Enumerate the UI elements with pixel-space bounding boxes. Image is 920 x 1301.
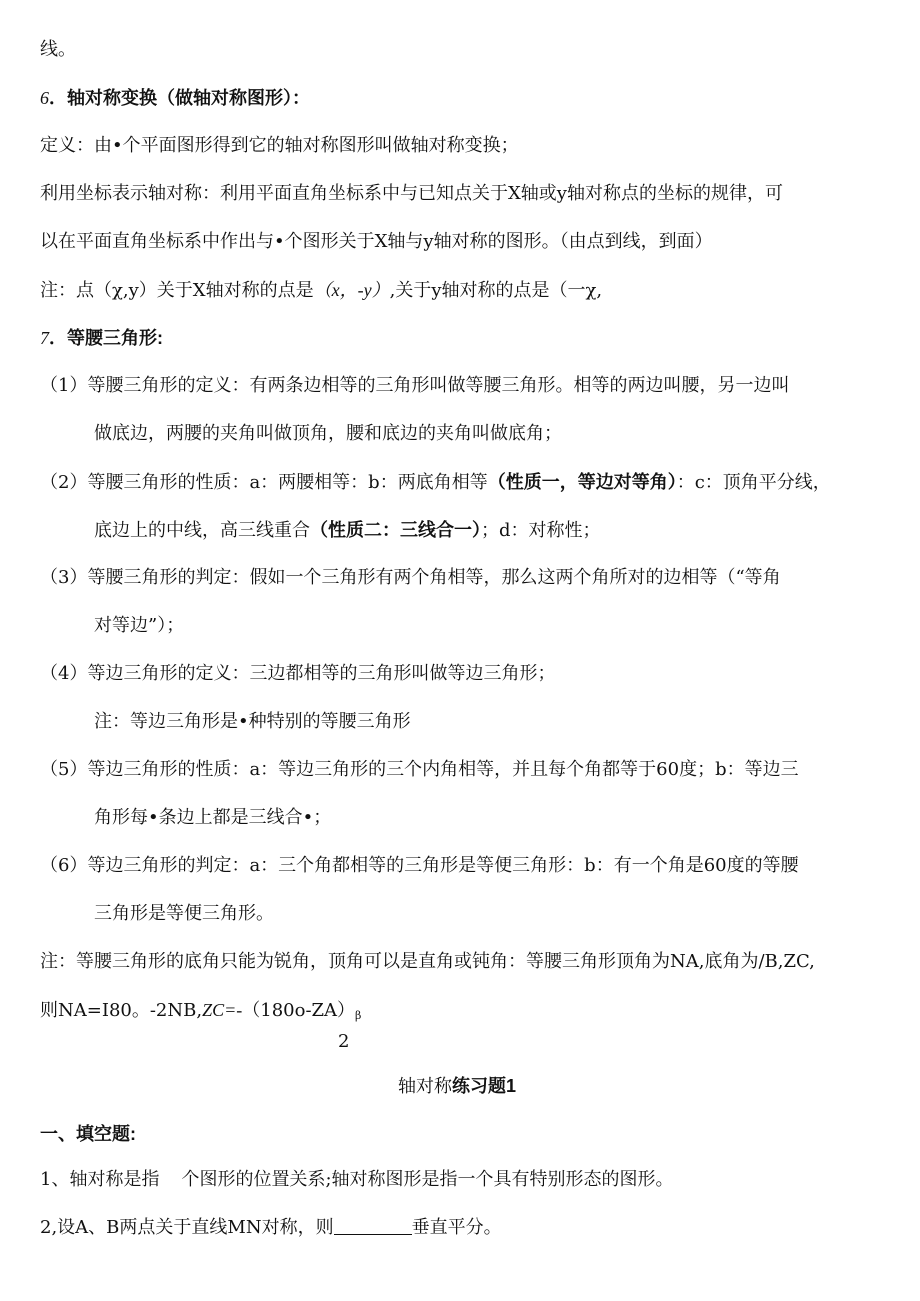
- exercise-title-suffix: 练习题1: [452, 1076, 517, 1096]
- item-6-line-2: 三角形是等便三角形。: [94, 903, 274, 924]
- item-text: 底边上的中线，高三线重合: [94, 520, 310, 541]
- item-6-line-1: （6）等边三角形的判定：a：三个角都相等的三角形是等便三角形：b：有一个角是60度的等腰: [40, 855, 799, 876]
- summary-note-line-1: 注：等腰三角形的底角只能为锐角，顶角可以是直角或钝角：等腰三角形顶角为NA,底角为/B,ZC,: [40, 951, 815, 972]
- section-heading: 一、填空题:: [40, 1124, 136, 1144]
- summary-note-line-2: [40, 998, 361, 1028]
- formula-subscript: β: [355, 1009, 362, 1022]
- continued-text: [40, 38, 76, 62]
- section-number: 7: [40, 328, 49, 348]
- question-text: 个图形的位置关系;轴对称图形是指一个具有特别形态的图形。: [181, 1169, 674, 1190]
- item-2-line-1: [40, 470, 831, 495]
- exercise-title-text: 轴对称: [398, 1076, 452, 1097]
- item-2-line-2: [94, 518, 601, 543]
- page-number: 2: [338, 1031, 350, 1052]
- formula-italic: ZC=-: [202, 1000, 243, 1020]
- question-text: 垂直平分。: [411, 1217, 502, 1238]
- item-4-line-1: （4）等边三角形的定义：三边都相等的三角形叫做等边三角形；: [40, 663, 556, 684]
- question-text: 1、轴对称是指: [40, 1169, 160, 1190]
- note-text: 注：点（χ,y）关于X轴对称的点是: [40, 280, 314, 301]
- question-2: [40, 1216, 502, 1240]
- note-formula: （x，-y）: [313, 280, 390, 300]
- item-5-line-1: （5）等边三角形的性质：a：等边三角形的三个内角相等，并且每个角都等于60度；b：等边三: [40, 759, 799, 780]
- section-7-heading: [40, 326, 163, 351]
- item-text: （2）等腰三角形的性质：a：两腰相等：b：两底角相等: [40, 472, 488, 493]
- note-line: [40, 278, 602, 303]
- item-text: ；d：对称性；: [481, 520, 601, 541]
- section-6-heading: [40, 86, 310, 111]
- item-4-note: 注：等边三角形是•种特别的等腰三角形: [94, 711, 411, 732]
- item-text: ：c：顶角平分线，: [676, 472, 831, 493]
- section-title: ．等腰三角形:: [49, 328, 163, 348]
- definition-line: 定义：由•个平面图形得到它的轴对称图形叫做轴对称变换；: [40, 135, 519, 156]
- item-3-line-1: （3）等腰三角形的判定：假如一个三角形有两个角相等，那么这两个角所对的边相等（“等角: [40, 567, 781, 588]
- item-1-line-1: （1）等腰三角形的定义：有两条边相等的三角形叫做等腰三角形。相等的两边叫腰，另一边叫: [40, 375, 790, 396]
- formula-text: （180o-ZA）: [242, 1000, 356, 1021]
- item-3-line-2: 对等边”）；: [94, 615, 185, 636]
- exercise-title: [398, 1074, 516, 1099]
- coordinate-paragraph-line-2: 以在平面直角坐标系中作出与•个图形关于X轴与y轴对称的图形。（由点到线，到面）: [40, 231, 713, 252]
- text-fragment: 线。: [40, 39, 76, 60]
- answer-blank: [334, 1216, 412, 1235]
- coordinate-paragraph-line-1: 利用坐标表示轴对称：利用平面直角坐标系中与已知点关于X轴或y轴对称点的坐标的规律，可: [40, 183, 783, 204]
- question-text: 2,设A、B两点关于直线MN对称，则: [40, 1217, 334, 1238]
- question-1: [40, 1168, 674, 1192]
- item-annotation: （性质一，等边对等角）: [487, 472, 677, 492]
- item-5-line-2: 角形每•条边上都是三线合•；: [94, 807, 332, 828]
- item-1-line-2: 做底边，两腰的夹角叫做顶角，腰和底边的夹角叫做底角；: [94, 423, 562, 444]
- formula-text: 则NA=I80。-2NB,: [40, 1000, 203, 1021]
- item-annotation: （性质二：三线合一）: [310, 520, 481, 540]
- note-text: ,关于y轴对称的点是（一χ,: [389, 280, 603, 301]
- section-number: 6: [40, 88, 49, 108]
- section-title: ．轴对称变换（做轴对称图形）：: [49, 88, 310, 108]
